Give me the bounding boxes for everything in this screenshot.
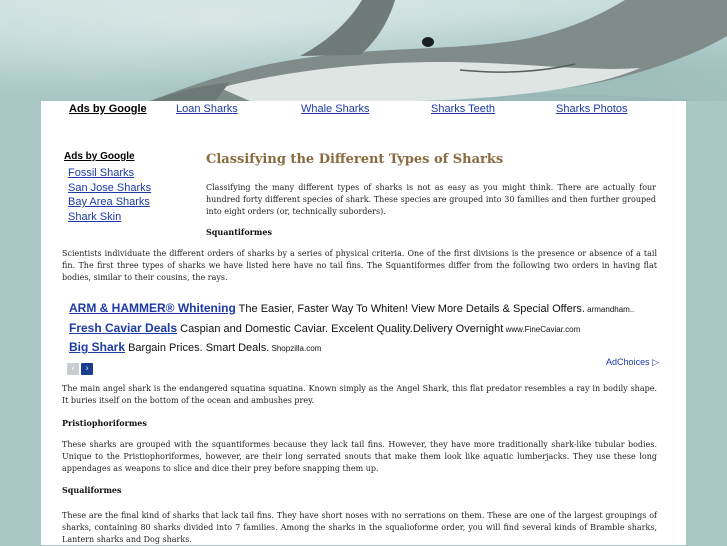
top-link-whale-sharks[interactable]: Whale Sharks	[301, 103, 370, 115]
ad-link-fresh-caviar[interactable]: Fresh Caviar Deals	[69, 321, 178, 335]
heading-squantiformes: Squantiformes	[206, 227, 272, 237]
squantiformes-paragraph: Scientists individuate the different orders of sharks by a series of physical criteria. One of the first divisions is the presence or absence of a tail fin. The first three types of sharks we have listed here have no tail fins. The Squantiformes differ from the following two orders in having flat bodies, similar to their cousins, the rays.	[62, 249, 657, 282]
content-panel	[41, 101, 686, 545]
ad-url-big-shark[interactable]: Shopzilla.com	[269, 344, 322, 353]
ad-next-arrow-icon[interactable]: ›	[81, 363, 93, 375]
top-link-sharks-teeth[interactable]: Sharks Teeth	[431, 103, 496, 115]
page-title: Classifying the Different Types of Sharks	[206, 152, 504, 167]
sidebar-ad-links	[62, 151, 192, 224]
ad-pager	[67, 356, 95, 375]
ad-row-2	[69, 319, 580, 337]
top-link-sharks-photos[interactable]: Sharks Photos	[556, 103, 628, 115]
ad-url-arm-hammer[interactable]: armandham..	[584, 305, 635, 314]
top-ads-by-google-label[interactable]: Ads by Google	[69, 103, 147, 115]
heading-pristiophoriformes: Pristiophoriformes	[62, 418, 147, 428]
sidebar-link-san-jose-sharks[interactable]: San Jose Sharks	[68, 181, 152, 194]
ad-units-block	[69, 297, 659, 374]
shark-image	[0, 0, 727, 101]
sidebar-link-bay-area-sharks[interactable]: Bay Area Sharks	[68, 196, 150, 208]
top-link-bar	[41, 101, 686, 119]
squaliformes-paragraph: These are the final kind of sharks that lack tail fins. They have short noses with no serrations on them. These are one of the largest groupings of sharks, containing 80 sharks divided into 7 families. Among the sharks in the squalioforme order, you will find several kinds of Bramble sharks, Lantern sharks and Dog sharks.	[62, 511, 657, 544]
sidebar-link-shark-skin[interactable]: Shark Skin	[68, 210, 122, 223]
ad-link-big-shark[interactable]: Big Shark	[69, 340, 126, 354]
adchoices-link[interactable]: AdChoices ▷	[606, 357, 659, 367]
header-banner	[0, 0, 727, 101]
sidebar-link-fossil-sharks[interactable]: Fossil Sharks	[68, 167, 135, 179]
heading-squaliformes: Squaliformes	[62, 485, 122, 495]
ad-url-fresh-caviar[interactable]: www.FineCaviar.com	[503, 325, 581, 334]
top-link-loan-sharks[interactable]: Loan Sharks	[176, 103, 238, 115]
intro-paragraph: Classifying the many different types of sharks is not as easy as you might think. There are actually four hundred forty different species of shark. These species are grouped into 30 families and then further grouped into eight orders (or, technically suborders).	[206, 183, 656, 216]
ad-prev-arrow-icon[interactable]: ‹	[67, 363, 79, 375]
ad-link-arm-hammer[interactable]: ARM & HAMMER® Whitening	[69, 301, 236, 315]
ad-row-1	[69, 299, 634, 317]
ad-text-big-shark: Bargain Prices. Smart Deals.	[125, 342, 270, 354]
sidebar-ads-by-google-label[interactable]: Ads by Google	[64, 151, 135, 162]
pristiophoriformes-paragraph: These sharks are grouped with the squantiformes because they lack tail fins. However, they have more traditionally shark-like tubular bodies. Unique to the Pristiophoriformes, however, are their long serrated snouts that make them look like aquatic lumberjacks. They use these long appendages as weapons to slice and dice their prey before snapping them up.	[62, 440, 657, 473]
ad-text-fresh-caviar: Caspian and Domestic Caviar. Excelent Quality.Delivery Overnight	[177, 323, 504, 335]
ad-row-3	[69, 338, 321, 356]
angel-shark-paragraph: The main angel shark is the endangered squatina squatina. Known simply as the Angel Shark, this flat predator resembles a ray in bodily shape. It buries itself on the bottom of the ocean and ambushes prey.	[62, 384, 657, 405]
ad-text-arm-hammer: The Easier, Faster Way To Whiten! View More Details & Special Offers.	[235, 303, 585, 315]
